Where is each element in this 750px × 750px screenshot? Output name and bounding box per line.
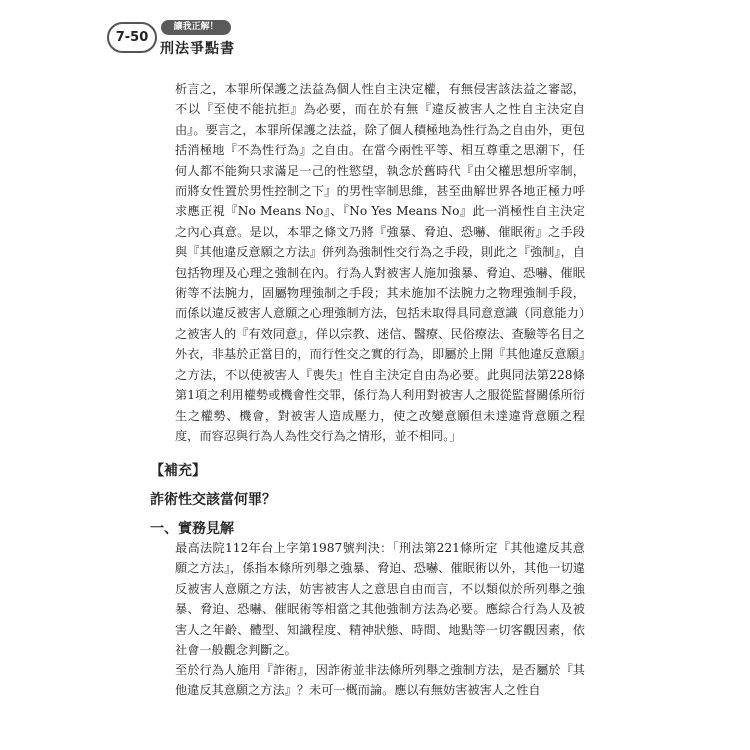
page-number: 7-50 [115,30,149,45]
section-heading: 一、實務見解 [150,521,234,537]
body-paragraph-2: 最高法院112年台上字第1987號判決：「刑法第221條所定『其他違反其意願之方法』，係指本條所列舉之強暴、脅迫、恐嚇、催眠術以外，其他一切違反被害人意願之方法，妨害被害人之意思自由而言，不以類似於所列舉之強暴、脅迫、恐嚇、催眠術等相當之其他強制方法為必要。應綜合行為人及被害人之年齡、體型、知識程度、精神狀態、時間、地點等一切客觀因素，依社會一般觀念判斷之。 [175,541,585,658]
question-heading: 詐術性交該當何罪？ [150,492,276,508]
series-tag: 讓我正解！ [161,20,231,35]
body-paragraph-3: 至於行為人施用『詐術』，因詐術並非法條所列舉之強制方法，是否屬於『其他違反其意願之方法』？未可一概而論。應以有無妨害被害人之性自 [175,663,585,698]
page-number-badge [107,22,157,53]
book-title: 刑法爭點書 [160,41,235,57]
body-paragraph-1: 析言之，本罪所保護之法益為個人性自主決定權，有無侵害該法益之審認，不以『至使不能抗拒』為必要，而在於有無『違反被害人之性自主決定自由』。要言之，本罪所保護之法益，除了個人積極地為性行為之自由外，更包括消極地『不為性行為』之自由。在當今兩性平等、相互尊重之思潮下，任何人都不能夠只求滿足一己的性慾望，執念於舊時代『由父權思想所宰制，而將女性置於男性控制之下』的男性宰制思維，甚至曲解世界各地正極力呼求應正視『No Means No』、『No Yes Means No』此一消極性自主決定之內心真意。是以，本罪之條文乃將『強暴、脅迫、恐嚇、催眠術』之手段與『其他違反意願之方法』併列為強制性交行為之手段，則此之『強制』，自包括物理及心理之強制在內。行為人對被害人施加強暴、脅迫、恐嚇、催眠術等不法腕力，固屬物理強制之手段；其未施加不法腕力之物理強制手段，而係以違反被害人意願之心理強制方法，包括未取得具同意意識（同意能力）之被害人的『有效同意』，佯以宗教、迷信、醫療、民俗療法、查驗等名目之外衣，非基於正當目的，而行性交之實的行為，即屬於上開『其他違反意願』之方法，不以使被害人『喪失』性自主決定自由為必要。此與同法第228條第1項之利用權勢或機會性交罪，係行為人利用對被害人之服從監督關係所衍生之權勢、機會，對被害人造成壓力，使之改變意願但未達違背意願之程度，而容忍與行為人為性交行為之情形，並不相同。」 [175,82,585,443]
supplement-heading: 【補充】 [150,463,206,479]
